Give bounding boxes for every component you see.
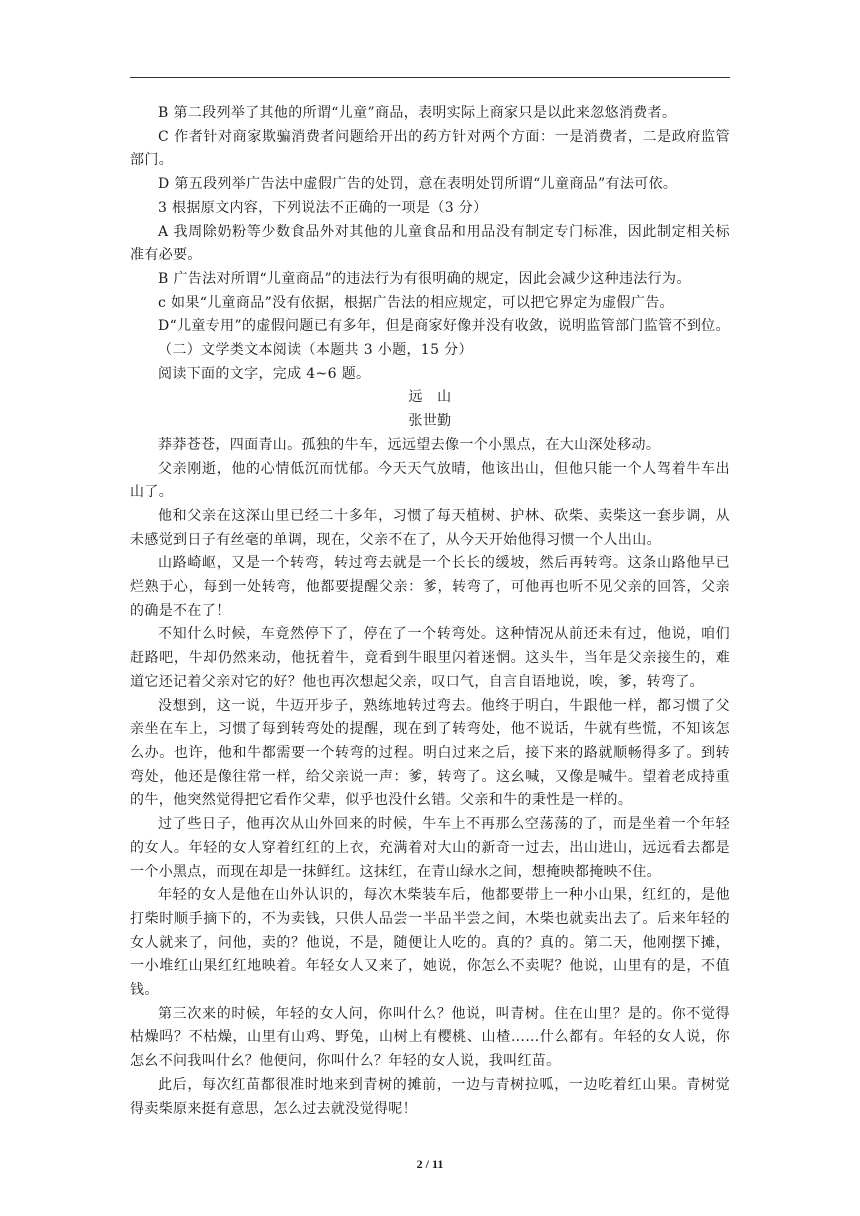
q3-option-a: A 我周除奶粉等少数食品外对其他的儿童食品和用品没有制定专门标准，因此制定相关标准有必要。 — [130, 223, 730, 264]
option-d: D 第五段列举广告法中虚假广告的处罚，意在表明处罚所谓“儿童商品”有法可依。 — [158, 176, 678, 193]
story-paragraph: 父亲刚逝，他的心情低沉而忧郁。今天天气放晴，他该出山，但他只能一个人驾着牛车出山了。 — [130, 460, 730, 501]
story-paragraph: 此后，每次红苗都很准时地来到青树的摊前，一边与青树拉呱，一边吃着红山果。青树觉得卖柴原来挺有意思，怎么过去就没觉得呢！ — [130, 1076, 730, 1117]
story-paragraph: 山路崎岖，又是一个转弯，转过弯去就是一个长长的缓坡，然后再转弯。这条山路他早已烂熟于心，每到一处转弯，他都要提醒父亲：爹，转弯了，可他再也听不见父亲的回答，父亲的确是不在了！ — [130, 555, 730, 619]
page-number: 2 / 11 — [416, 1157, 444, 1171]
option-b: B 第二段列举了其他的所谓“儿童”商品，表明实际上商家只是以此来忽悠消费者。 — [158, 105, 677, 121]
story-paragraph: 不知什么时候，车竟然停下了，停在了一个转弯处。这种情况从前还未有过，他说，咱们赶路吧，牛却仍然来动，他抚着牛，竟看到牛眼里闪着迷惘。这头牛，当年是父亲接生的，难道它还记着父亲对它的好？他也再次想起父亲，叹口气，自言自语地说，唉，爹，转弯了。 — [130, 626, 730, 690]
story-paragraph: 没想到，这一说，牛迈开步子，熟练地转过弯去。他终于明白，牛跟他一样，都习惯了父亲坐在车上，习惯了每到转弯处的提醒，现在到了转弯处，他不说话，牛就有些慌，不知该怎么办。也许，他和牛都需要一个转弯的过程。明白过来之后，接下来的路就顺畅得多了。到转弯处，他还是像往常一样，给父亲说一声：爹，转弯了。这幺喊，又像是喊牛。望着老成持重的牛，他突然觉得把它看作父辈，似乎也没什幺错。父亲和牛的秉性是一样的。 — [130, 697, 730, 809]
story-paragraph: 过了些日子，他再次从山外回来的时候，牛车上不再那么空荡荡的了，而是坐着一个年轻的女人。年轻的女人穿着红红的上衣，充满着对大山的新奇一过去，出山进山，远远看去都是一个小黑点，而现在却是一抹鲜红。这抹红，在青山绿水之间，想掩映都掩映不住。 — [130, 816, 730, 880]
q3-option-b: B 广告法对所谓“儿童商品”的违法行为有很明确的规定，因此会减少这种违法行为。 — [158, 270, 691, 287]
document-body — [130, 102, 730, 1121]
story-paragraph: 第三次来的时候，年轻的女人问，你叫什么？他说，叫青树。住在山里？是的。你不觉得枯燥吗？不枯燥，山里有山鸡、野兔，山树上有樱桃、山楂……什么都有。年轻的女人说，你怎幺不问我叫什幺？他便问，你叫什么？年轻的女人说，我叫红苗。 — [130, 1005, 730, 1070]
q3-option-d: D“儿童专用”的虚假问题已有多年，但是商家好像并没有收敛，说明监管部门监管不到位。 — [158, 318, 730, 335]
story-paragraph: 年轻的女人是他在山外认识的，每次木柴装车后，他都要带上一种小山果，红红的，是他打柴时顺手摘下的，不为卖钱，只供人品尝一半品半尝之间，木柴也就卖出去了。后来年轻的女人就来了，问他，卖的？他说，不是，随便让人吃的。真的？真的。第二天，他刚摆下摊，一小堆红山果红红地映着。年轻女人又来了，她说，你怎么不卖呢？他说，山里有的是，不值钱。 — [130, 887, 730, 999]
section-heading: （二）文学类文本阅读（本题共 3 小题，15 分） — [158, 342, 473, 359]
q3-option-c: c 如果“儿童商品”没有依据，根据广告法的相应规定，可以把它界定为虚假广告。 — [158, 294, 674, 311]
question-3: 3 根据原文内容，下列说法不正确的一项是（3 分） — [158, 199, 488, 216]
story-title: 远 山 — [408, 389, 452, 406]
story-author: 张世勤 — [408, 413, 452, 430]
header-rule — [130, 77, 730, 78]
story-paragraph: 莽莽苍苍，四面青山。孤独的牛车，远远望去像一个小黑点，在大山深处移动。 — [158, 436, 661, 453]
story-paragraph: 他和父亲在这深山里已经二十多年，习惯了每天植树、护林、砍柴、卖柴这一套步调，从未感觉到日子有丝毫的单调，现在，父亲不在了，从今天开始他得习惯一个人出山。 — [130, 507, 730, 548]
section-instruction: 阅读下面的文字，完成 4~6 题。 — [158, 365, 371, 382]
option-c: C 作者针对商家欺骗消费者问题给开出的药方针对两个方面：一是消费者，二是政府监管部门。 — [130, 128, 730, 169]
